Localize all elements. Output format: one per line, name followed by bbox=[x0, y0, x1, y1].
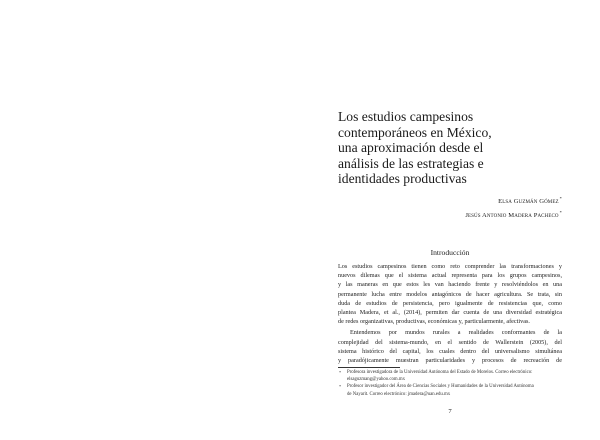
text-line: nuevos dilemas que el sistema actual representa para los grupos campesinos, bbox=[338, 272, 562, 280]
chapter-title bbox=[338, 109, 538, 187]
footnote-line: de Nayarit. Correo electrónico: jmadera@uan.edu.mx bbox=[347, 391, 451, 397]
author-name: Jesús Antonio Madera Pacheco bbox=[465, 212, 559, 219]
author bbox=[338, 207, 562, 221]
footnote-marker: * bbox=[339, 370, 342, 375]
title-line: identidades productivas bbox=[338, 171, 467, 187]
footnote-line: Profesor investigador del Área de Ciencias Sociales y Humanidades de la Universidad Autónoma bbox=[347, 384, 534, 390]
title-line: análisis de las estrategias e bbox=[338, 155, 484, 171]
text-line: duda de estudios de persistencia, pero igualmente de resistencias que, como bbox=[338, 299, 562, 307]
footnotes bbox=[338, 369, 564, 398]
paragraph bbox=[338, 262, 562, 326]
footnote-divider bbox=[338, 367, 400, 368]
text-line: permanente lucha entre modelos antagónicos de hacer agricultura. Se trata, sin bbox=[338, 290, 562, 298]
author bbox=[338, 193, 562, 207]
title-line: contemporáneos en México, bbox=[338, 124, 492, 140]
text-line: y las maneras en que estos les van haciendo frente y resolviéndolos en una bbox=[338, 281, 562, 289]
author-name: Elsa Guzmán Gómez bbox=[498, 198, 559, 205]
footnote-marker: * bbox=[339, 384, 342, 390]
text-line: Entendemos por mundos rurales a realidades conformantes de la bbox=[350, 329, 562, 337]
footnote bbox=[338, 369, 564, 383]
text-line: de redes organizativas, productivas, económicas y, particularmente, afectivas. bbox=[338, 318, 530, 326]
title-line: una aproximación desde el bbox=[338, 140, 484, 156]
footnote-marker: * bbox=[559, 210, 562, 215]
text-line: plantea Madera, et al., (2014), permiten dar cuenta de una diversidad estratégica bbox=[338, 309, 562, 317]
paragraph bbox=[338, 328, 562, 365]
body-text bbox=[338, 262, 562, 365]
author-list bbox=[338, 193, 562, 221]
footnote-line: elsaguzmang@yahoo.com.mx bbox=[347, 377, 405, 383]
text-line: Los estudios campesinos tienen como reto comprender las transformaciones y bbox=[338, 263, 562, 270]
footnote-marker: * bbox=[559, 196, 562, 201]
text-line: y paradójicamente muestran particularidades y procesos de recreación de bbox=[338, 357, 562, 365]
footnote-line: Profesora investigadora de la Universidad Autónoma del Estado de Morelos. Correo electrónico: bbox=[347, 370, 533, 375]
section-heading: Introducción bbox=[430, 248, 470, 257]
page-number: 7 bbox=[448, 408, 452, 415]
text-line: sistema histórico del capital, los cuales dentro del universalismo simultánea bbox=[338, 347, 562, 355]
title-line: Los estudios campesinos bbox=[338, 109, 474, 124]
footnote bbox=[338, 383, 564, 397]
text-line: complejidad del sistema-mundo, en el sentido de Wallerstein (2005), del bbox=[338, 338, 562, 346]
